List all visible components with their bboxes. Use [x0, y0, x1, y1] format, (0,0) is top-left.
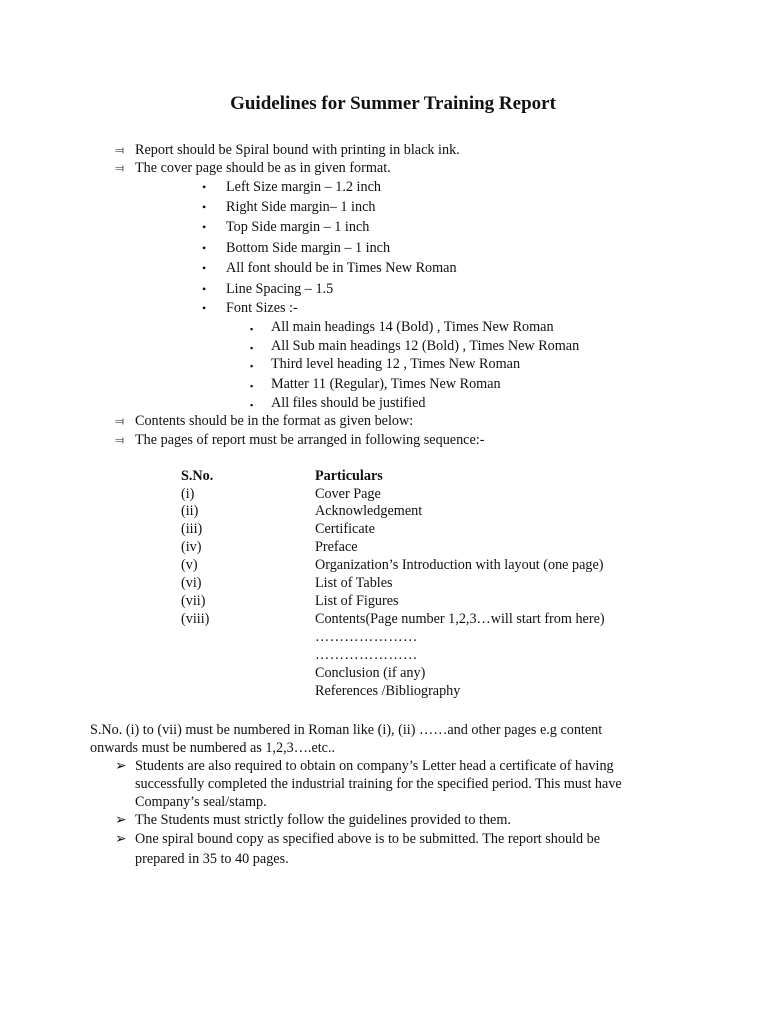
list-item: Bottom Side margin – 1 inch: [226, 240, 391, 256]
list-item: All main headings 14 (Bold) , Times New Roman: [271, 319, 554, 335]
table-cell-particulars: Cover Page: [315, 486, 381, 502]
paragraph-line: S.No. (i) to (vii) must be numbered in Roman like (i), (ii) ……and other pages e.g content: [90, 722, 603, 738]
list-item-line: Company’s seal/stamp.: [135, 794, 267, 810]
table-cell-particulars: Organization’s Introduction with layout (one page): [315, 557, 604, 573]
table-cell-sno: (vi): [181, 575, 202, 591]
list-item: The cover page should be as in given format.: [135, 160, 391, 176]
list-item: Matter 11 (Regular), Times New Roman: [271, 376, 501, 392]
page-title: Guidelines for Summer Training Report: [230, 93, 556, 114]
table-cell-sno: (viii): [181, 611, 210, 627]
table-cell-sno: (vii): [181, 593, 206, 609]
table-cell-particulars: List of Figures: [315, 593, 399, 609]
list-item: Font Sizes :-: [226, 300, 298, 316]
check-list-icon: ⫤: [115, 433, 125, 447]
list-item: Left Size margin – 1.2 inch: [226, 179, 381, 195]
square-bullet-icon: ▪: [250, 324, 254, 334]
list-item: Report should be Spiral bound with printing in black ink.: [135, 142, 460, 158]
list-item-line: One spiral bound copy as specified above is to be submitted. The report should be: [135, 831, 601, 847]
list-item: Top Side margin – 1 inch: [226, 219, 370, 235]
square-bullet-icon: ▪: [250, 381, 254, 391]
square-bullet-icon: ▪: [250, 361, 254, 371]
table-cell-particulars: Preface: [315, 539, 358, 555]
bullet-icon: •: [202, 261, 207, 275]
ellipsis-line: …………………: [315, 647, 418, 663]
table-cell-sno: (iii): [181, 521, 203, 537]
list-item: Line Spacing – 1.5: [226, 281, 334, 297]
bullet-icon: •: [202, 220, 207, 234]
square-bullet-icon: ▪: [250, 400, 254, 410]
table-cell-particulars: Certificate: [315, 521, 375, 537]
bullet-icon: •: [202, 301, 207, 315]
check-list-icon: ⫤: [115, 161, 125, 175]
table-cell-sno: (i): [181, 486, 195, 502]
list-item: Contents should be in the format as given below:: [135, 413, 414, 429]
arrow-bullet-icon: ➢: [115, 758, 127, 774]
list-item: Right Side margin– 1 inch: [226, 199, 376, 215]
column-header-particulars: Particulars: [315, 468, 383, 484]
square-bullet-icon: ▪: [250, 343, 254, 353]
check-list-icon: ⫤: [115, 143, 125, 157]
list-item-line: successfully completed the industrial training for the specified period. This must have: [135, 776, 622, 792]
column-header-sno: S.No.: [181, 468, 214, 484]
table-cell-particulars: Contents(Page number 1,2,3…will start from here): [315, 611, 605, 627]
list-item-line: Students are also required to obtain on company’s Letter head a certificate of having: [135, 758, 614, 774]
list-item: All files should be justified: [271, 395, 426, 411]
table-cell-particulars: Conclusion (if any): [315, 665, 426, 681]
list-item: All Sub main headings 12 (Bold) , Times New Roman: [271, 338, 580, 354]
table-cell-sno: (ii): [181, 503, 199, 519]
list-item-line: prepared in 35 to 40 pages.: [135, 851, 289, 867]
check-list-icon: ⫤: [115, 414, 125, 428]
bullet-icon: •: [202, 282, 207, 296]
table-cell-sno: (v): [181, 557, 198, 573]
arrow-bullet-icon: ➢: [115, 812, 127, 828]
list-item: All font should be in Times New Roman: [226, 260, 457, 276]
bullet-icon: •: [202, 180, 207, 194]
table-cell-particulars: List of Tables: [315, 575, 393, 591]
table-cell-particulars: Acknowledgement: [315, 503, 423, 519]
arrow-bullet-icon: ➢: [115, 831, 127, 847]
list-item: Third level heading 12 , Times New Roman: [271, 356, 521, 372]
list-item: The pages of report must be arranged in following sequence:-: [135, 432, 485, 448]
bullet-icon: •: [202, 200, 207, 214]
table-cell-particulars: References /Bibliography: [315, 683, 461, 699]
list-item-line: The Students must strictly follow the guidelines provided to them.: [135, 812, 511, 828]
ellipsis-line: …………………: [315, 629, 418, 645]
paragraph-line: onwards must be numbered as 1,2,3….etc..: [90, 740, 336, 756]
bullet-icon: •: [202, 241, 207, 255]
table-cell-sno: (iv): [181, 539, 202, 555]
